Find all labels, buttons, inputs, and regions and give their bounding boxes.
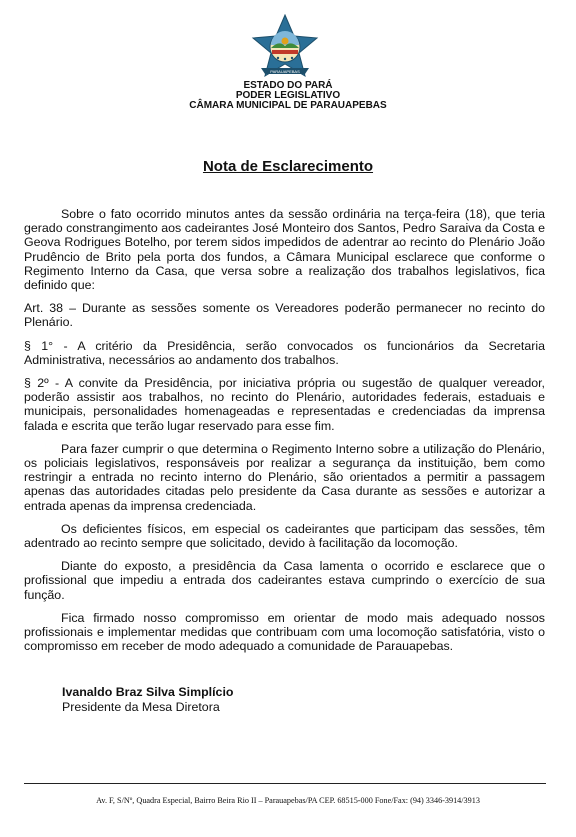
footer-divider [24,783,546,784]
header-state: ESTADO DO PARÁ [243,80,333,91]
signature-block [62,685,233,715]
signatory-role: Presidente da Mesa Diretora [62,700,220,714]
paragraph-article-38: Art. 38 – Durante as sessões somente os Vereadores poderão permanecer no recinto do Plenário. [24,301,545,330]
header-power: PODER LEGISLATIVO [235,90,341,101]
crest-ribbon-text: PARAUAPEBAS [270,69,300,74]
paragraph-section-2: § 2º - A convite da Presidência, por iniciativa própria ou sugestão de qualquer vereador, poderão assistir aos trabalhos, no recinto do Plenário, autoridades federais, estaduais e municipais, personalidades homenageadas e representadas e credenciadas da imprensa falada e escrita que terão lugar reservado para esse fim. [24,376,545,433]
paragraph-intro: Sobre o fato ocorrido minutos antes da sessão ordinária na terça-feira (18), que teria gerado constrangimento aos cadeirantes José Monteiro dos Santos, Pedro Saraiva da Costa e Geova Rodrigues Botelho, por terem sidos impedidos de adentrar ao recinto do Plenário João Prudêncio de Brito pela porta dos fundos, a Câmara Municipal esclarece que conforme o Regimento Interno da Casa, que versa sobre a realização dos trabalhos legislativos, fica definido que: [24,207,545,293]
paragraph-apology: Diante do exposto, a presidência da Casa lamenta o ocorrido e esclarece que o profissional que impediu a entrada dos cadeirantes estava cumprindo o exercício de sua função. [24,559,545,602]
coat-of-arms-icon [249,14,321,78]
header-chamber: CÂMARA MUNICIPAL DE PARAUAPEBAS [189,100,387,111]
letterhead [0,81,576,111]
document-body [24,207,545,662]
document-title: Nota de Esclarecimento [202,158,374,175]
paragraph-commitment: Fica firmado nosso compromisso em orientar de modo mais adequado nossos profissionais e implementar medidas que contribuam com uma locomoção satisfatória, visto o compromisso em receber de modo adequado a comunidade de Parauapebas. [24,610,545,654]
footer-address: Av. F, S/Nº, Quadra Especial, Bairro Beira Rio II – Parauapebas/PA CEP. 68515-000 Fone/Fax: (94) 3346-3914/3913 [96,796,480,805]
signatory-name: Ivanaldo Braz Silva Simplício [62,685,234,699]
paragraph-disabled-access: Os deficientes físicos, em especial os cadeirantes que participam das sessões, têm adentrado ao recinto sempre que solicitado, devido à facilitação da locomoção. [24,521,545,551]
paragraph-section-1: § 1° - A critério da Presidência, serão convocados os funcionários da Secretaria Administrativa, necessários ao andamento dos trabalhos. [24,338,545,367]
paragraph-enforcement: Para fazer cumprir o que determina o Regimento Interno sobre a utilização do Plenário, os policiais legislativos, responsáveis por realizar a segurança da instituição, bem como restringir a entrada no recinto interno do Plenário, são orientados a permitir a passagem apenas das autoridades citadas pelo presidente da Casa durante as sessões e autorizar a entrada apenas da imprensa credenciada. [24,441,545,513]
